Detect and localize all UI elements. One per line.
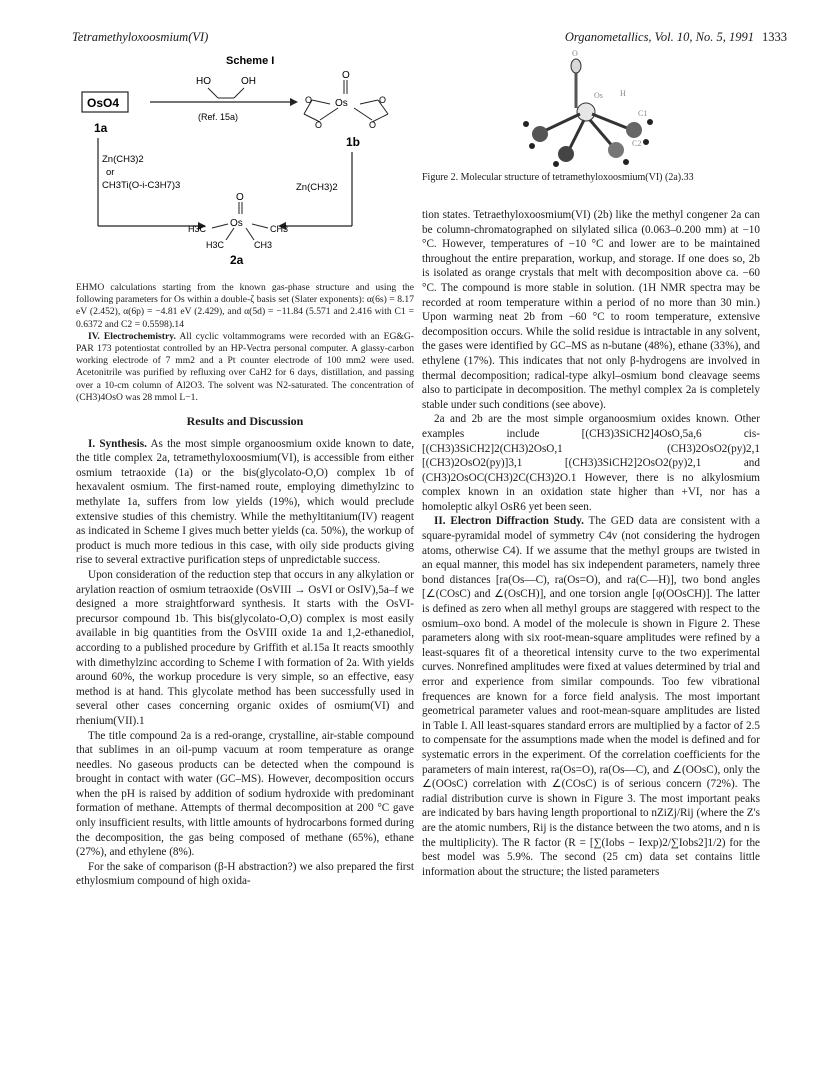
electrochem-paragraph: IV. Electrochemistry. All cyclic voltammograms were recorded with an EG&G-PAR 173 potentiostat controlled by an HP-Vectra personal computer. A glassy-carbon working electrode of 7 mm2 and a Pt counter electrode of 100 mm2 were used. Acetonitrile was purified by refluxing over CaH2 for 6 days, distillation, and passing over a 10-cm column of Al2O3. The solvent was N2-saturated. The concentration of (CH3)4OsO was 28 mmol L−1. <box>76 330 414 403</box>
reagent-oh: OH <box>241 76 256 87</box>
svg-text:O: O <box>572 49 578 58</box>
svg-text:O: O <box>379 95 387 105</box>
figure-2 <box>482 48 692 172</box>
svg-text:O: O <box>342 70 350 81</box>
svg-text:CH3: CH3 <box>270 224 289 234</box>
label-2a: 2a <box>230 253 244 267</box>
svg-text:Os: Os <box>594 91 603 100</box>
svg-text:Os: Os <box>335 98 348 109</box>
svg-text:O: O <box>305 95 313 105</box>
scheme-1 <box>76 54 414 276</box>
running-header-title: Tetramethyloxoosmium(VI) <box>72 30 209 44</box>
svg-text:O: O <box>369 120 377 130</box>
svg-text:H3C: H3C <box>206 240 225 250</box>
ethyl-paragraph: For the sake of comparison (β-H abstraction?) we also prepared the first ethylosmium compound of high oxida- <box>76 860 414 888</box>
right-reagent: Zn(CH3)2 <box>296 182 338 193</box>
synthesis-paragraph: I. Synthesis. As the most simple organoosmium oxide known to date, the title complex 2a, tetramethyloxoosmium(VI), is accessible from either osmium tetraoxide (1a) or the bis(glycolato-O,O) complex 1b of hexavalent osmium. The first-named route, employing dimethylzinc to methylate 1a, suffers from low yields (19%), which would preclude extensive studies of this chemistry. While the methyltitanium(IV) reagent as indicated in Scheme I gives much better yields (ca. 50%), the workup of product is much more tedious in this case, with oily side products giving rise to several extractive purification steps of unpredictable success. <box>76 437 414 567</box>
scheme-1-drawing <box>76 54 414 276</box>
figure-2-caption: Figure 2. Molecular structure of tetramethyloxoosmium(VI) (2a).33 <box>422 172 694 183</box>
right-column <box>422 208 760 879</box>
left-column <box>76 282 414 889</box>
oso4-label: OsO4 <box>87 96 120 110</box>
svg-text:CH3: CH3 <box>254 240 273 250</box>
left-reagent-or: or <box>106 167 115 178</box>
scheme-title: Scheme I <box>226 55 275 67</box>
ged-paragraph: II. Electron Diffraction Study. The GED data are consistent with a square-pyramidal model of symmetry C4v (not considering the hydrogen atoms, otherwise C4). If we assume that the methyl groups are twisted in an equal manner, this model has six independent parameters, namely three bond distances [ra(Os—C), ra(Os=O), and ra(C—H)], two bond angles [∠(COsC) and ∠(OsCH)], and one torsion angle [φ(OOsCH)]. The latter is defined as zero when all methyl groups are staggered with respect to the osmium–oxo bond. A model of the molecule is shown in Figure 2. These parameters along with six root-mean-square amplitudes were refined by a least-squares fit of a theoretical intensity curve to the two experimental curves. Nonrefined amplitudes were fixed at values determined by trial and error and experience from similar compounds. Too few vibrational frequences are known for a force field analysis. The most important geometrical parameter values and root-mean-square amplitudes are listed in Table I. All least-squares standard errors are multiplied by a factor of 2.5 to compensate for the assumptions made when the model is defined and for systematic errors in the experiment. Of the correlation coefficients for the parameters of main interest, ra(Os=O), ra(Os—C), and ∠(OOsC), only the ∠(OOsC) correlation with ∠(COsC) is of serious concern (72%). The radial distribution curve is shown in Figure 3. The most important peaks are indicated by bars having length proportional to nZiZj/Rij (where the Z's are the atomic numbers, Rij is the distance between the two atoms, and n is the multiplicity). The R factor (R = [∑(Iobs − Iexp)2/∑Iobs2]1/2) for the best model was 5.9%. The second (25 cm) data set contains little information about the structure; the listed parameters <box>422 515 760 878</box>
left-reagent-1: Zn(CH3)2 <box>102 154 144 165</box>
ref-label: (Ref. 15a) <box>198 112 239 122</box>
journal-citation: Organometallics, Vol. 10, No. 5, 1991 <box>564 30 754 44</box>
svg-text:O: O <box>236 192 244 203</box>
svg-text:Os: Os <box>230 218 243 229</box>
reduction-paragraph: Upon consideration of the reduction step that occurs in any alkylation or arylation reaction of osmium tetraoxide (OsVIII → OsVI or OsIV),5a–f we designed a more straightforward synthesis. It starts with the OsVI-precursor compound 1b. This bis(glycolato-O,O) complex is most easily available in big quantities from the OsVIII oxide 1a and 1,2-ethanediol, according to a published procedure by Griffith et al.15a It reacts smoothly with dimethylzinc according to Scheme I with formation of 2a. With yields around 60%, the workup procedure is very simple, so an effective, easy method is at hand. This glycolate method has been successfully used in several other cases concerning organic oxides of osmium(VI) and rhenium(VII).1 <box>76 568 414 727</box>
methods-paragraph: EHMO calculations starting from the known gas-phase structure and using the following parameters for Os within a double-ζ basis set (Slater exponents): α(6s) = 8.17 eV (2.452), α(6p) = −4.81 eV (2.429), and α(5d) = −11.84 (5.571 and 2.416 with C1 = 0.6372 and C2 = 0.5598).14 <box>76 282 414 330</box>
tetraethyl-paragraph: tion states. Tetraethyloxoosmium(VI) (2b) like the methyl congener 2a can be column-chromatographed on silylated silica (0.063–0.200 mm) at −10 °C. However, temperatures of −10 °C and lower are to be maintained throughout the entire preparation, workup, and storage. If one does so, 2b is isolated as orange crystals that melt with decomposition above ca. −60 °C. The compound is more stable in solution. (1H NMR spectra may be recorded at room temperature within a period of no more than 30 min.) Upon warming neat 2b from −60 °C to room temperature, extensive decomposition occurs. While the solid residue is intractable in any solvent, the gases were identified by GC–MS as n-butane (48%), ethane (33%), and ethylene (17%). This indicates that not only β-hydrogens are involved in thermal decomposition; radical-type alkyl–osmium bond cleavage seems also to participate in decomposition. The methyl complex 2a is completely stable under such conditions (see above). <box>422 209 760 411</box>
section-title-results: Results and Discussion <box>186 414 304 429</box>
svg-text:H3C: H3C <box>188 224 207 234</box>
left-reagent-2: CH3Ti(O-i-C3H7)3 <box>102 180 181 191</box>
label-1a: 1a <box>94 121 108 135</box>
svg-text:C2: C2 <box>632 139 642 148</box>
examples-paragraph: 2a and 2b are the most simple organoosmium oxides known. Other examples include [(CH3)3SiCH2]4OsO,5a,6 cis-[(CH3)3SiCH2]2(CH3)2OsO,1 (CH3)2OsO2(py)2,1 [(CH3)2OsO2(py)]3,1 [(CH3)3SiCH2]2OsO2(py)2,1 and (CH3)2OsOC(CH3)2C(CH3)2O.1 However, there is no alkylosmium complex known in an oxidation state higher than +VI, nor has a homoleptic alkyl OsR6 yet been seen. <box>422 413 760 513</box>
svg-text:H: H <box>620 89 626 98</box>
reagent-ho: HO <box>196 76 211 87</box>
running-header-journal <box>565 30 787 45</box>
svg-text:O: O <box>315 120 323 130</box>
properties-paragraph: The title compound 2a is a red-orange, crystalline, air-stable compound that sublimes in an oil-pump vacuum at room temperature as orange needles. No gaseous products can be detected when the compound is brought in contact with water (GC–MS). However, decomposition occurs when the pH is raised by addition of sodium hydroxide with predominant formation of methane. Attempts of thermal decomposition at 200 °C gave only insufficient results, with little amounts of hydrocarbons formed during the decomposition, the gas being composed of methane (65%), ethane (27%), and ethylene (8%). <box>76 729 414 859</box>
molecule-model <box>482 48 692 172</box>
svg-text:C1: C1 <box>638 109 648 118</box>
page-number: 1333 <box>762 30 787 44</box>
label-1b: 1b <box>346 135 361 149</box>
